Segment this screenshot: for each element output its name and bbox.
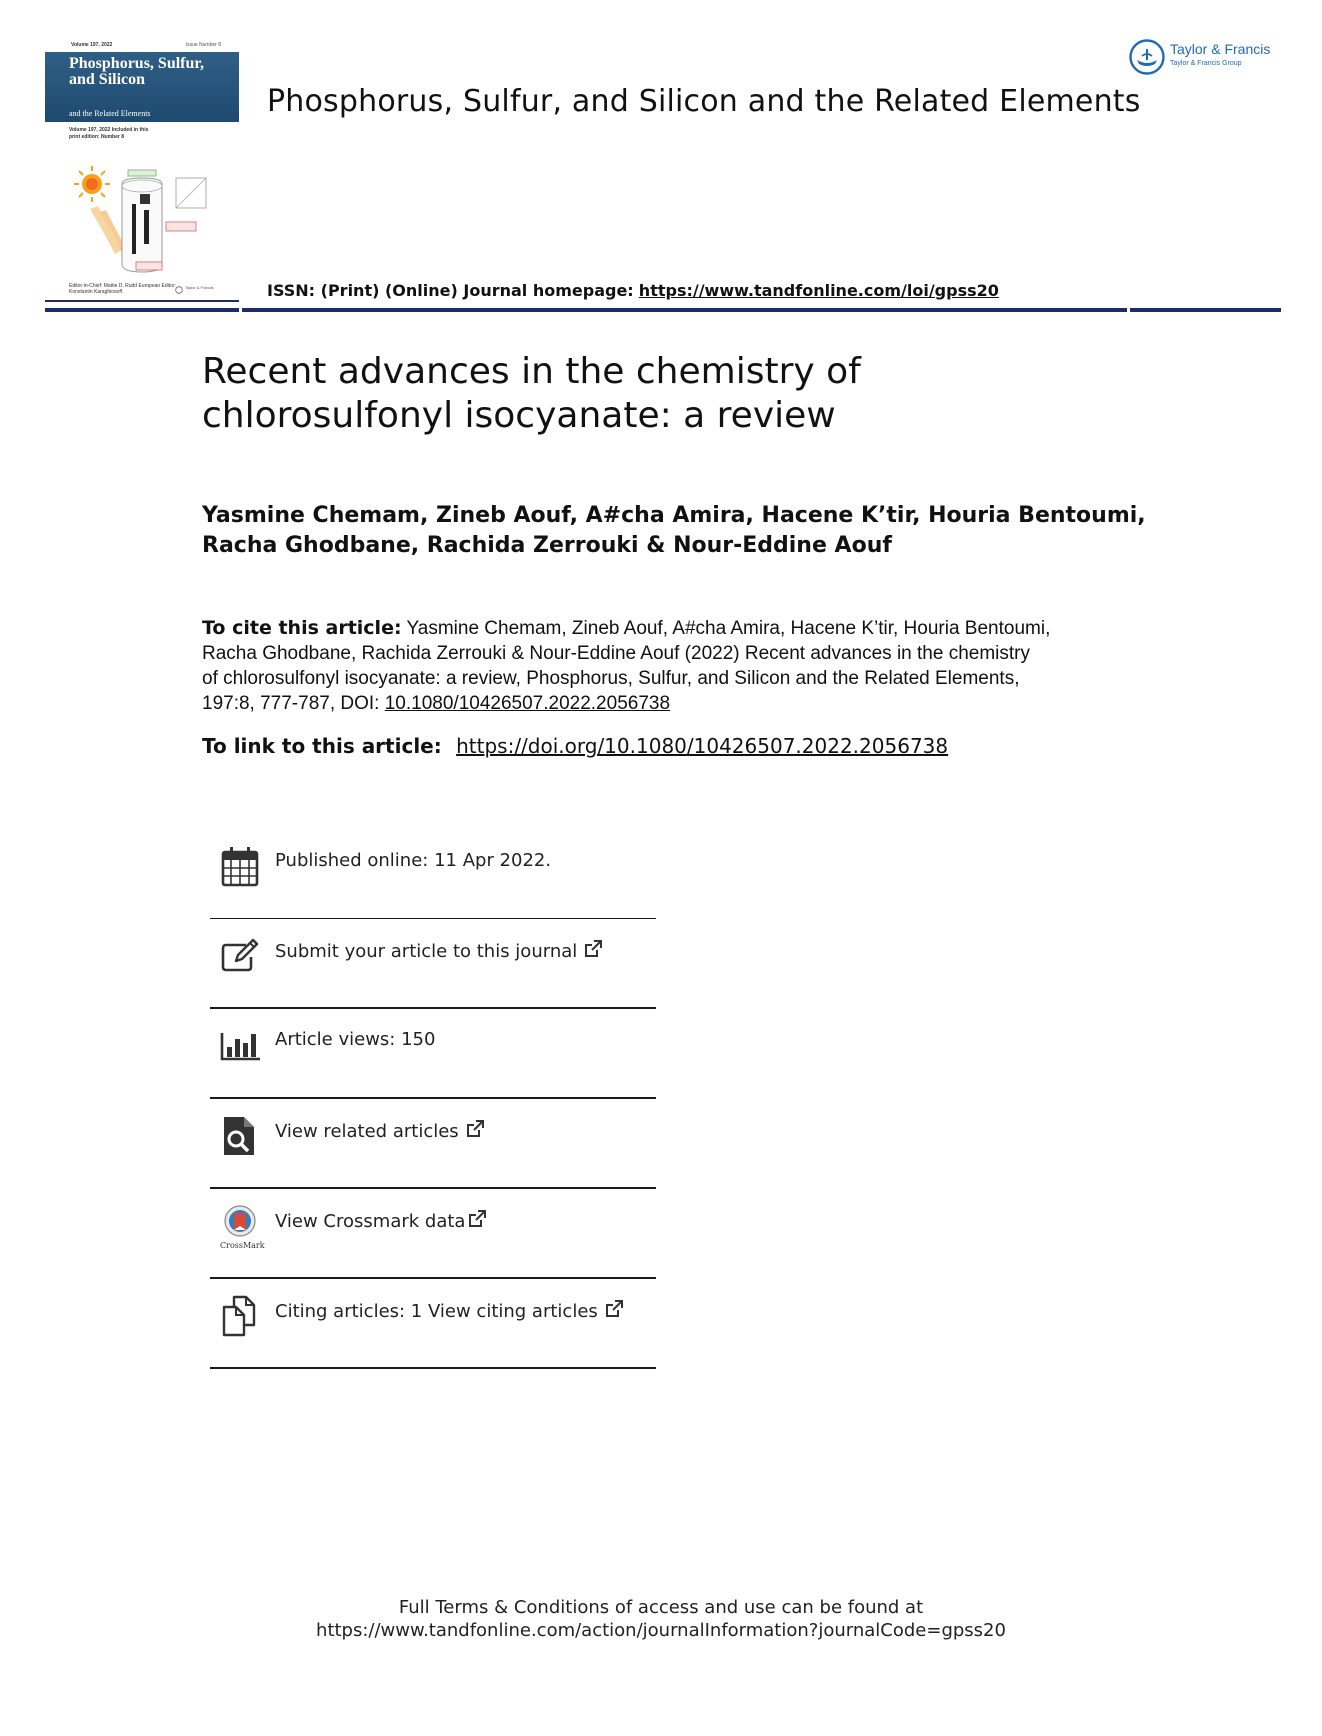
- header-rule: [45, 308, 1281, 312]
- published-online-item: [210, 830, 656, 919]
- sun-icon: [74, 166, 110, 202]
- cover-volume: Volume 197, 2022: [71, 42, 113, 48]
- external-link-icon: [467, 1209, 487, 1229]
- cover-publisher-logo-icon: [175, 286, 183, 294]
- citation-label: To cite this article:: [202, 617, 402, 639]
- article-views-item: [210, 1009, 656, 1099]
- citing-articles-item[interactable]: [210, 1279, 656, 1369]
- crossmark-label: CrossMark: [220, 1241, 265, 1250]
- publisher-logo-icon: [1128, 38, 1166, 76]
- published-online-text: Published online: 11 Apr 2022.: [275, 850, 552, 871]
- taylor-francis-logo[interactable]: [1128, 38, 1288, 78]
- article-info-list: [210, 830, 656, 1369]
- issn-line: [267, 281, 999, 300]
- external-link-icon: [604, 1299, 624, 1319]
- citation-block: [202, 616, 1132, 716]
- doi-link[interactable]: 10.1080/10426507.2022.2056738: [384, 693, 671, 714]
- citing-articles-text: Citing articles: 1 View citing articles: [275, 1301, 598, 1322]
- cover-subtitle: and the Related Elements: [69, 109, 151, 118]
- external-link-icon: [583, 939, 603, 959]
- crossmark-text: View Crossmark data: [275, 1211, 466, 1232]
- publisher-group: Taylor & Francis Group: [1170, 60, 1242, 67]
- journal-cover: [45, 42, 239, 302]
- related-articles-item[interactable]: [210, 1099, 656, 1189]
- article-title-line: chlorosulfonyl isocyanate: a review: [202, 395, 836, 436]
- search-document-icon: [220, 1115, 260, 1157]
- bar-chart-icon: [220, 1025, 260, 1067]
- rule-gap: [1127, 308, 1130, 312]
- cover-editors: Editor-in-Chief: Mattie D. Rudd European Editor: Konstantin Karaghiosoff: [69, 283, 176, 295]
- cover-issue: Issue Number 8: [185, 42, 221, 48]
- article-title-line: Recent advances in the chemistry of: [202, 351, 861, 392]
- authors-line: Racha Ghodbane, Rachida Zerrouki & Nour-Eddine Aouf: [202, 533, 892, 558]
- cover-publisher: Taylor & Francis: [185, 285, 214, 290]
- citing-articles-icon: [220, 1295, 260, 1337]
- article-link-line: [202, 734, 948, 758]
- related-articles-text: View related articles: [275, 1121, 459, 1142]
- citation-text: of chlorosulfonyl isocyanate: a review, Phosphorus, Sulfur, and Silicon and the Related Elements,: [202, 668, 1020, 689]
- article-link-label: To link to this article:: [202, 734, 442, 758]
- issn-label: ISSN: (Print) (Online) Journal homepage:: [267, 281, 634, 300]
- journal-homepage-link[interactable]: https://www.tandfonline.com/loi/gpss20: [638, 281, 999, 300]
- calendar-icon: [220, 846, 260, 888]
- journal-title: Phosphorus, Sulfur, and Silicon and the Related Elements: [267, 84, 1141, 119]
- footer-terms: [0, 1596, 1322, 1642]
- cover-illustration: [70, 164, 230, 280]
- submit-article-text: Submit your article to this journal: [275, 941, 578, 962]
- submit-article-item[interactable]: [210, 919, 656, 1009]
- crossmark-item[interactable]: [210, 1189, 656, 1279]
- rule-gap: [239, 308, 242, 312]
- article-authors: [202, 501, 1202, 561]
- authors-line: Yasmine Chemam, Zineb Aouf, A#cha Amira, Hacene K’tir, Houria Bentoumi,: [202, 503, 1146, 528]
- edit-icon: [220, 935, 260, 977]
- cover-note: Volume 197, 2022 Included in this print edition: Number 8: [69, 127, 149, 140]
- article-doi-url[interactable]: https://doi.org/10.1080/10426507.2022.2056738: [456, 734, 949, 758]
- article-views-text: Article views: 150: [275, 1029, 436, 1050]
- citation-text: Yasmine Chemam, Zineb Aouf, A#cha Amira, Hacene K’tir, Houria Bentoumi,: [406, 618, 1051, 639]
- external-link-icon: [465, 1119, 485, 1139]
- footer-terms-url[interactable]: https://www.tandfonline.com/action/journalInformation?journalCode=gpss20: [316, 1620, 1006, 1641]
- publisher-name: Taylor & Francis: [1170, 41, 1271, 57]
- cover-title: Phosphorus, Sulfur, and Silicon: [69, 55, 205, 88]
- cover-bottom-rule: [45, 300, 239, 302]
- citation-text: 197:8, 777-787, DOI:: [202, 693, 380, 714]
- footer-line: Full Terms & Conditions of access and use can be found at: [398, 1597, 924, 1618]
- citation-text: Racha Ghodbane, Rachida Zerrouki & Nour-Eddine Aouf (2022) Recent advances in the chemistry: [202, 643, 1031, 664]
- article-title: [202, 350, 1102, 438]
